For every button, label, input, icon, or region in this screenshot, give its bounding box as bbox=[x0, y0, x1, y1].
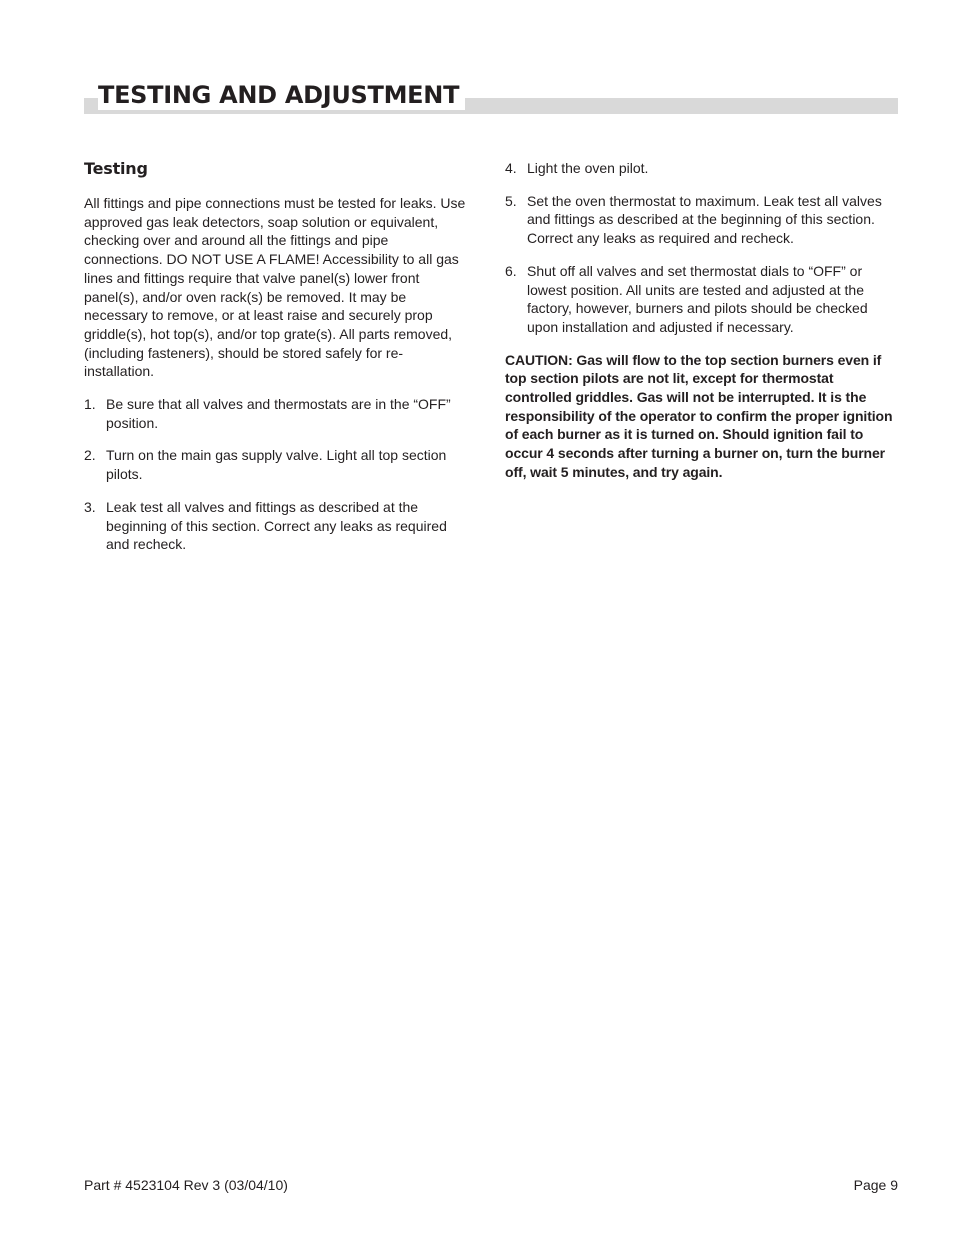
left-column bbox=[84, 158, 470, 568]
list-item bbox=[505, 262, 900, 337]
step-text: Light the oven pilot. bbox=[527, 160, 649, 176]
footer-part-number: Part # 4523104 Rev 3 (03/04/10) bbox=[84, 1177, 288, 1193]
step-text: Shut off all valves and set thermostat dials to “OFF” or lowest position. All units are tested and adjusted at the factory, however, burners and pilots should be checked upon installation and adjusted if necessary. bbox=[527, 262, 868, 335]
list-item bbox=[505, 159, 900, 178]
steps-list-right bbox=[505, 159, 900, 337]
step-number: 1. bbox=[84, 396, 96, 413]
step-number: 2. bbox=[84, 447, 96, 464]
section-heading-testing: Testing bbox=[84, 159, 148, 178]
right-column bbox=[505, 159, 900, 482]
page-title: TESTING AND ADJUSTMENT bbox=[98, 80, 465, 110]
steps-list-left bbox=[84, 395, 470, 554]
step-text: Be sure that all valves and thermostats are in the “OFF” position. bbox=[106, 396, 451, 431]
caution-paragraph: CAUTION: Gas will flow to the top section burners even if top section pilots are not lit, except for thermostat controlled griddles. Gas will not be interrupted. It is the responsibility of the operator to confirm the proper ignition of each burner as it is turned on. Should ignition fail to occur 4 seconds after turning a burner on, turn the burner off, wait 5 minutes, and try again. bbox=[505, 351, 893, 480]
step-text: Turn on the main gas supply valve. Light all top section pilots. bbox=[106, 447, 447, 483]
step-number: 6. bbox=[505, 262, 517, 279]
step-text: Set the oven thermostat to maximum. Leak test all valves and fittings as described at the beginning of this section. Correct any leaks as required and recheck. bbox=[527, 192, 882, 247]
footer-page-number: Page 9 bbox=[853, 1177, 898, 1193]
list-item bbox=[84, 395, 470, 432]
step-number: 5. bbox=[505, 192, 517, 209]
list-item bbox=[505, 192, 900, 248]
step-number: 3. bbox=[84, 498, 96, 515]
list-item bbox=[84, 446, 470, 483]
step-text: Leak test all valves and fittings as described at the beginning of this section. Correct any leaks as required and recheck. bbox=[106, 498, 447, 553]
step-number: 4. bbox=[505, 160, 517, 176]
list-item bbox=[84, 498, 470, 554]
intro-paragraph: All fittings and pipe connections must be tested for leaks. Use approved gas leak detectors, soap solution or equivalent, checking over and around all the fittings and pipe connections. DO NOT USE A FLAME! Accessibility to all gas lines and fittings require that valve panel(s) lower front panel(s), and/or oven rack(s) be removed. It may be necessary to remove, or at least raise and securely prop griddle(s), hot top(s), and/or top grate(s). All parts removed, (including fasteners), should be stored safely for re-installation. bbox=[84, 195, 466, 380]
